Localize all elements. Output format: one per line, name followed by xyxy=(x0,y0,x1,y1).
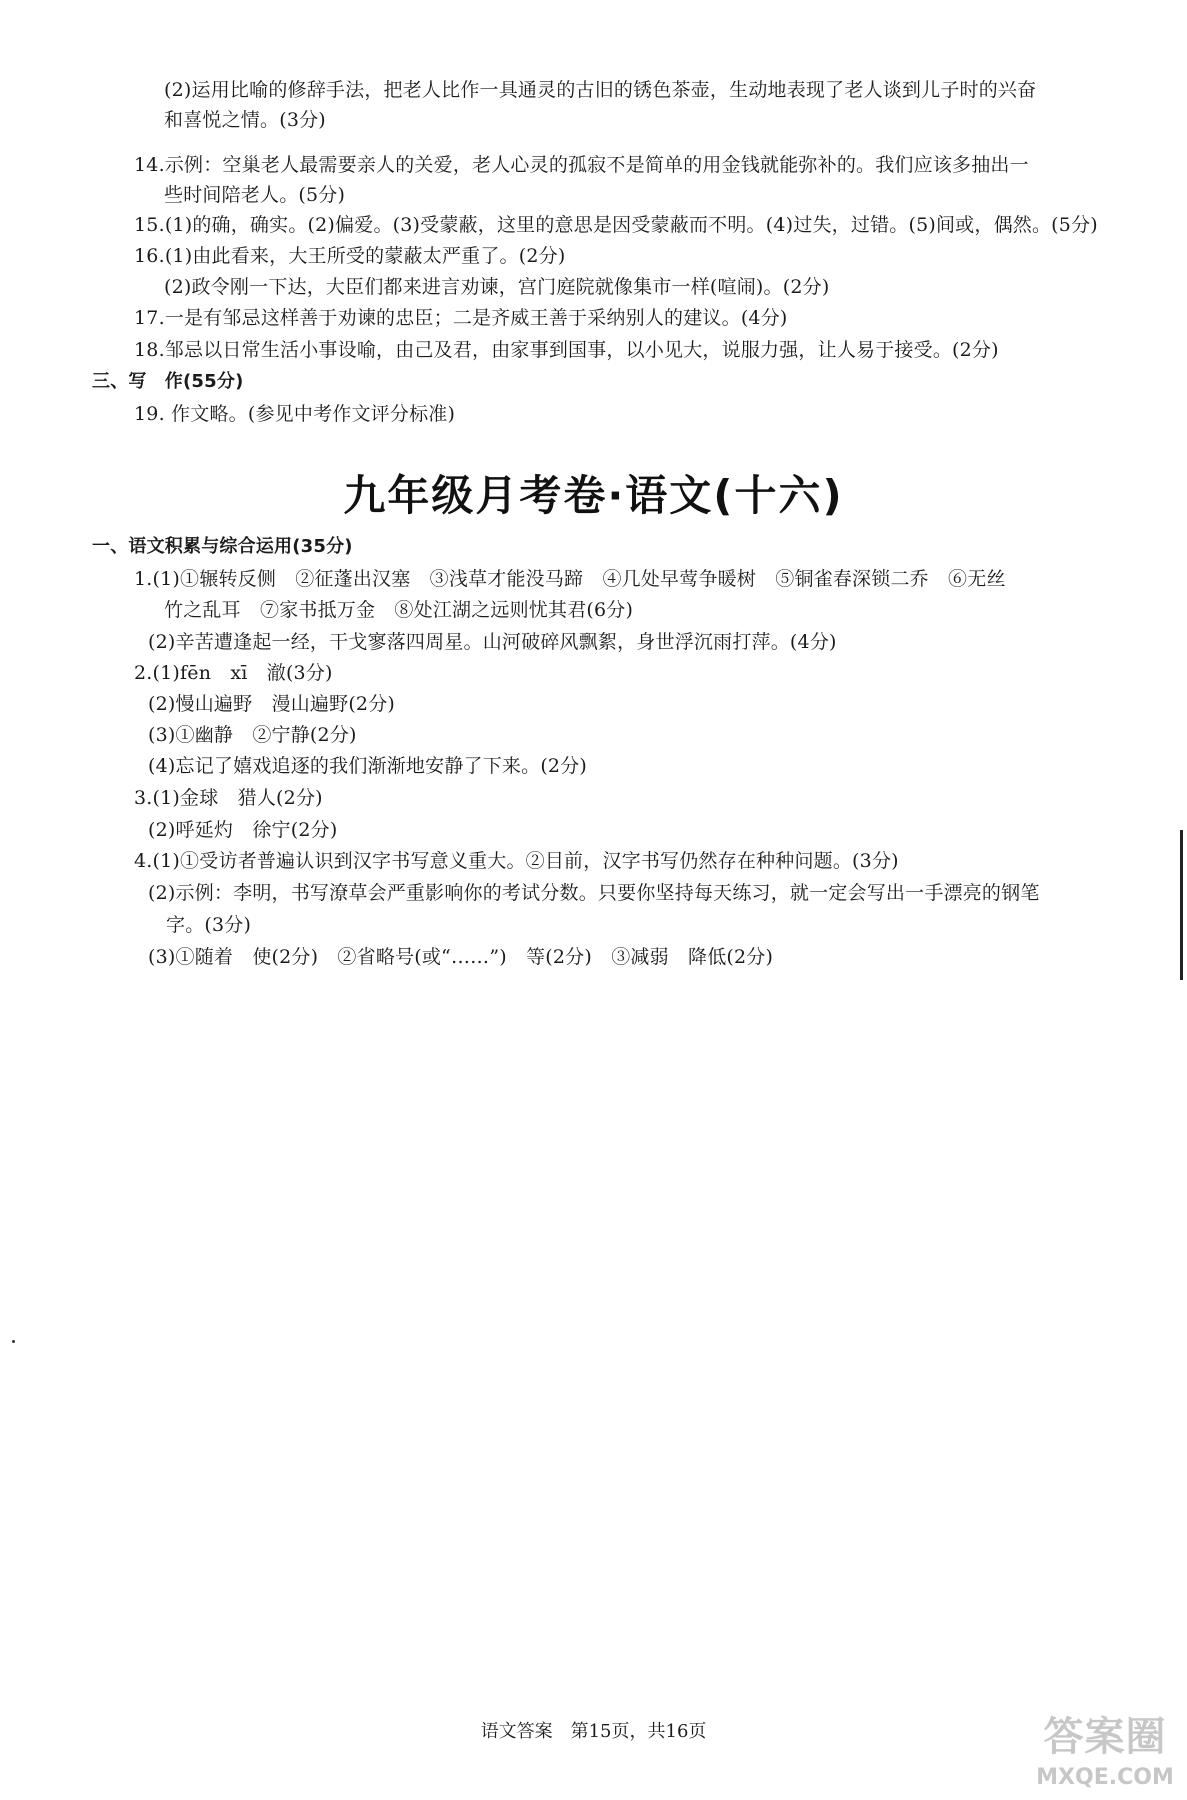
answer-line: 19. 作文略。(参见中考作文评分标准) xyxy=(134,403,456,425)
answer-line: (2)辛苦遭逢起一经，干戈寥落四周星。山河破碎风飘絮，身世浮沉雨打萍。(4分) xyxy=(148,631,837,653)
answer-line: 字。(3分) xyxy=(166,914,252,936)
watermark-url: MXQE.COM xyxy=(1036,1765,1174,1790)
answer-line: (2)示例：李明，书写潦草会严重影响你的考试分数。只要你坚持每天练习，就一定会写出一手漂亮的钢笔 xyxy=(148,882,1040,904)
answer-line: (3)①随着 使(2分) ②省略号(或“……”) 等(2分) ③减弱 降低(2分) xyxy=(148,946,774,968)
answer-line: 1.(1)①辗转反侧 ②征蓬出汉塞 ③浅草才能没马蹄 ④几处早莺争暖树 ⑤铜雀春深锁二乔 ⑥无丝 xyxy=(134,568,1006,590)
answer-line: 18.邹忌以日常生活小事设喻，由己及君，由家事到国事，以小见大，说服力强，让人易于接受。(2分) xyxy=(134,339,999,361)
answer-line: 竹之乱耳 ⑦家书抵万金 ⑧处江湖之远则忧其君(6分) xyxy=(164,599,634,621)
answer-line: 和喜悦之情。(3分) xyxy=(164,109,326,131)
answer-line: 16.(1)由此看来，大王所受的蒙蔽太严重了。(2分) xyxy=(134,245,566,267)
answer-line: 些时间陪老人。(5分) xyxy=(164,184,346,206)
section-heading-one: 一、语文积累与综合运用(35分) xyxy=(92,536,353,557)
answer-line: 4.(1)①受访者普遍认识到汉字书写意义重大。②目前，汉字书写仍然存在种种问题。(3分) xyxy=(134,850,899,872)
answer-line: 17.一是有邹忌这样善于劝谏的忠臣；二是齐威王善于采纳别人的建议。(4分) xyxy=(134,307,788,329)
answer-line: (2)政令刚一下达，大臣们都来进言劝谏，宫门庭院就像集市一样(喧闹)。(2分) xyxy=(164,276,830,298)
watermark-logo-text: 答案圈 xyxy=(1043,1714,1167,1760)
answer-line: 14.示例：空巢老人最需要亲人的关爱，老人心灵的孤寂不是简单的用金钱就能弥补的。我们应该多抽出一 xyxy=(134,154,1029,176)
section-heading-writing: 三、写 作(55分) xyxy=(92,371,244,392)
scan-dot xyxy=(12,1340,15,1343)
page-title: 九年级月考卷·语文(十六) xyxy=(343,471,844,520)
answer-line: (2)运用比喻的修辞手法，把老人比作一具通灵的古旧的锈色茶壶，生动地表现了老人谈到儿子时的兴奋 xyxy=(164,79,1037,101)
answer-line: (3)①幽静 ②宁静(2分) xyxy=(148,724,357,746)
answer-line: (2)呼延灼 徐宁(2分) xyxy=(148,819,338,841)
answer-line: 15.(1)的确，确实。(2)偏爱。(3)受蒙蔽，这里的意思是因受蒙蔽而不明。(4)过失，过错。(5)间或，偶然。(5分) xyxy=(134,214,1098,236)
answer-line: 3.(1)金球 猎人(2分) xyxy=(134,787,323,809)
watermark-logo xyxy=(1030,1712,1180,1796)
answer-line: 2.(1)fēn xī 澈(3分) xyxy=(134,662,333,684)
scan-edge-mark xyxy=(1180,830,1183,980)
page-footer: 语文答案 第15页，共16页 xyxy=(480,1721,707,1742)
answer-line: (4)忘记了嬉戏追逐的我们渐渐地安静了下来。(2分) xyxy=(148,755,588,777)
answer-line: (2)慢山遍野 漫山遍野(2分) xyxy=(148,693,396,715)
